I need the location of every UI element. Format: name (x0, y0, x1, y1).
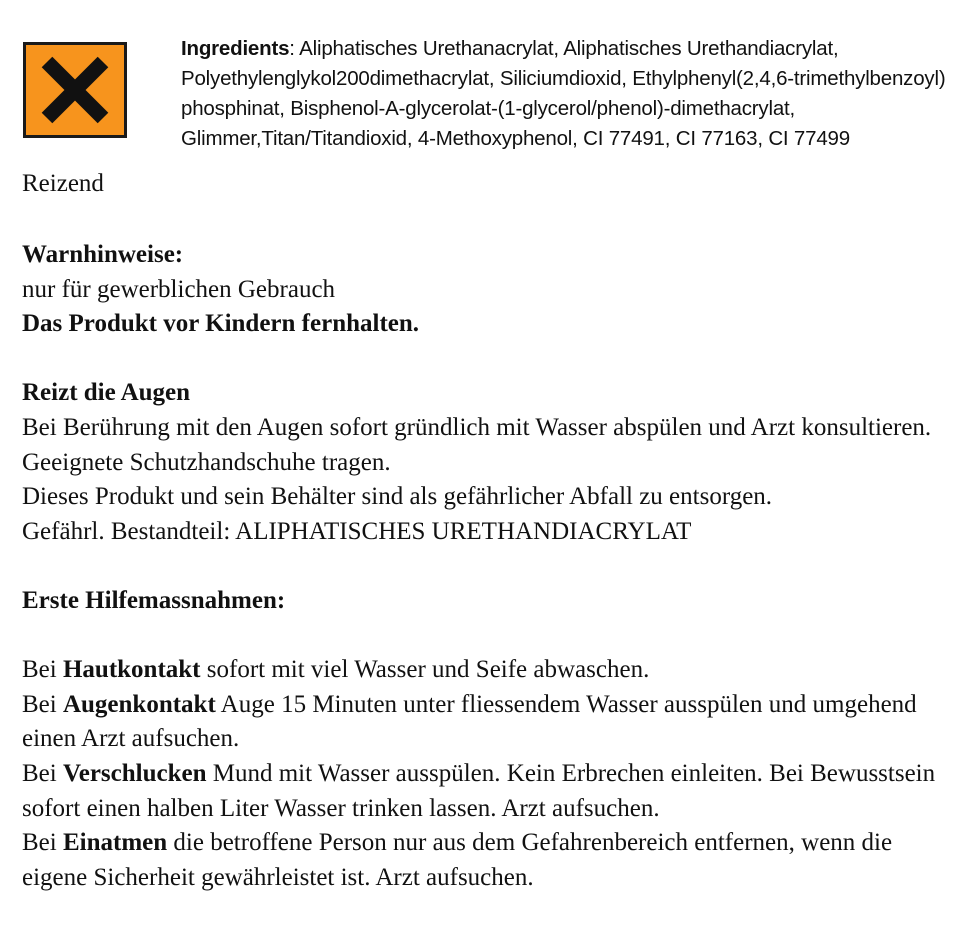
first-aid-item: Bei Einatmen die betroffene Person nur aus dem Gefahrenbereich entfernen, wenn die eigene Sicherheit gewährleistet ist. Arzt aufsuchen. (22, 829, 893, 891)
warning-commercial-use: nur für gewerblichen Gebrauch (22, 275, 336, 303)
eye-irritation-line: Dieses Produkt und sein Behälter sind als gefährlicher Abfall zu entsorgen. (22, 483, 773, 511)
safety-text (22, 238, 947, 895)
first-aid-heading: Erste Hilfemassnahmen: (22, 586, 286, 614)
ingredients-heading: Ingredients (181, 37, 290, 60)
first-aid-item: Bei Hautkontakt sofort mit viel Wasser und Seife abwaschen. (22, 656, 650, 684)
first-aid-keyword: Verschlucken (62, 759, 207, 787)
irritant-x-icon (23, 42, 127, 138)
first-aid-keyword: Hautkontakt (62, 656, 201, 684)
eye-irritation-line: Gefährl. Bestandteil: ALIPHATISCHES URETHANDIACRYLAT (22, 517, 692, 545)
warnings-heading: Warnhinweise: (22, 241, 184, 268)
eye-irritation-line: Geeignete Schutzhandschuhe tragen. (22, 448, 391, 476)
ingredients-block (181, 34, 951, 154)
ingredients-text: : Aliphatisches Urethanacrylat, Aliphatisches Urethandiacrylat, Polyethylenglykol200dimethacrylat, Siliciumdioxid, Ethylphenyl(2,4,6-trimethylbenzoyl) phosphinat, Bisphenol-A-glycerolat-(1-glycerol/phenol)-dimethacrylat, Glimmer,Titan/Titandioxid, 4-Methoxyphenol, CI 77491, CI 77163, CI 77499 (181, 37, 946, 150)
eye-irritation-heading: Reizt die Augen (22, 379, 191, 407)
hazard-label: Reizend (22, 170, 104, 197)
eye-irritation-line: Bei Berührung mit den Augen sofort gründlich mit Wasser abspülen und Arzt konsultieren. (22, 413, 932, 441)
first-aid-keyword: Augenkontakt (62, 690, 216, 718)
warning-keep-away: Das Produkt vor Kindern fernhalten. (22, 310, 420, 338)
first-aid-keyword: Einatmen (62, 829, 168, 857)
first-aid-item: Bei Augenkontakt Auge 15 Minuten unter fliessendem Wasser ausspülen und umgehend einen Arzt aufsuchen. (22, 690, 917, 753)
first-aid-item: Bei Verschlucken Mund mit Wasser ausspülen. Kein Erbrechen einleiten. Bei Bewusstsein sofort einen halben Liter Wasser trinken lassen. Arzt aufsuchen. (22, 759, 936, 822)
